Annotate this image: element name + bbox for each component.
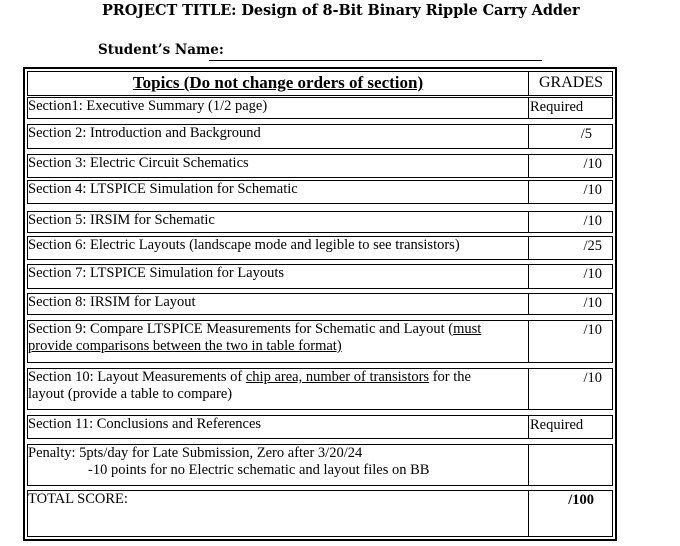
- grade-cell: [530, 125, 612, 148]
- grade-value: Required: [530, 417, 584, 433]
- grade-cell: [530, 491, 612, 536]
- grade-cell: [530, 294, 612, 314]
- student-name-label: Student’s Name:: [98, 42, 224, 58]
- topic-cell: [28, 321, 529, 362]
- grade-cell: [530, 265, 612, 288]
- grade-value: /10: [583, 213, 602, 229]
- grade-value: /25: [583, 238, 602, 254]
- topics-header: Topics (Do not change orders of section): [28, 72, 529, 95]
- table-row: [27, 293, 613, 315]
- table-header-row: [27, 71, 613, 96]
- topic-cell: Section1: Executive Summary (1/2 page): [28, 98, 529, 118]
- topic-text: for the: [429, 369, 471, 385]
- table-row: [27, 124, 613, 149]
- table-row: [27, 236, 613, 260]
- student-name-line: [209, 60, 542, 61]
- grade-value: /10: [583, 266, 602, 282]
- topic-cell: Section 5: IRSIM for Schematic: [28, 212, 529, 232]
- topic-text-underlined: chip area, number of transistors: [245, 369, 430, 385]
- topic-text-underlined: must: [453, 321, 482, 337]
- topic-text-underlined: provide comparisons between the two in table format): [28, 338, 342, 354]
- topic-cell: TOTAL SCORE:: [28, 491, 529, 536]
- penalty-text: Penalty: 5pts/day for Late Submission, Zero after 3/20/24: [28, 445, 363, 461]
- grades-header: GRADES: [538, 74, 603, 91]
- grade-value: Required: [530, 99, 584, 115]
- table-row: [27, 490, 613, 537]
- grade-cell: [530, 416, 612, 438]
- topic-text: layout (provide a table to compare): [28, 386, 233, 402]
- topic-cell: Section 2: Introduction and Background: [28, 125, 529, 148]
- penalty-text: -10 points for no Electric schematic and layout files on BB: [88, 462, 430, 478]
- grade-value: /10: [583, 182, 602, 198]
- table-row: [27, 180, 613, 204]
- topic-cell: Section 6: Electric Layouts (landscape mode and legible to see transistors): [28, 237, 529, 259]
- grade-cell: [530, 181, 612, 203]
- total-grade-value: /100: [568, 492, 594, 508]
- table-row: [27, 154, 613, 178]
- grade-cell: [530, 155, 612, 177]
- grade-cell: [530, 212, 612, 232]
- grade-value: /5: [580, 126, 592, 142]
- table-row: [27, 415, 613, 439]
- grade-value: /10: [583, 156, 602, 172]
- grade-value: /10: [583, 295, 602, 311]
- table-row: [27, 264, 613, 289]
- grade-value: /10: [583, 322, 602, 338]
- table-row: [27, 368, 613, 410]
- topic-cell: [28, 445, 529, 485]
- topic-cell: [28, 369, 529, 409]
- table-row: [27, 97, 613, 119]
- grade-cell: [530, 369, 612, 409]
- grade-cell: [530, 98, 612, 118]
- topic-cell: Section 4: LTSPICE Simulation for Schematic: [28, 181, 529, 203]
- topic-text: Section 9: Compare LTSPICE Measurements for Schematic and Layout (: [28, 321, 454, 337]
- topic-cell: Section 8: IRSIM for Layout: [28, 294, 529, 314]
- grade-cell: [530, 237, 612, 259]
- grade-cell: [530, 445, 612, 485]
- topic-cell: Section 11: Conclusions and References: [28, 416, 529, 438]
- table-row: [27, 320, 613, 363]
- table-row: [27, 444, 613, 486]
- table-row: [27, 211, 613, 233]
- topic-cell: Section 3: Electric Circuit Schematics: [28, 155, 529, 177]
- project-title: PROJECT TITLE: Design of 8-Bit Binary Ripple Carry Adder: [102, 2, 580, 19]
- topic-cell: Section 7: LTSPICE Simulation for Layouts: [28, 265, 529, 288]
- grade-cell: [530, 321, 612, 362]
- grade-value: /10: [583, 370, 602, 386]
- topic-text: Section 10: Layout Measurements of: [28, 369, 246, 385]
